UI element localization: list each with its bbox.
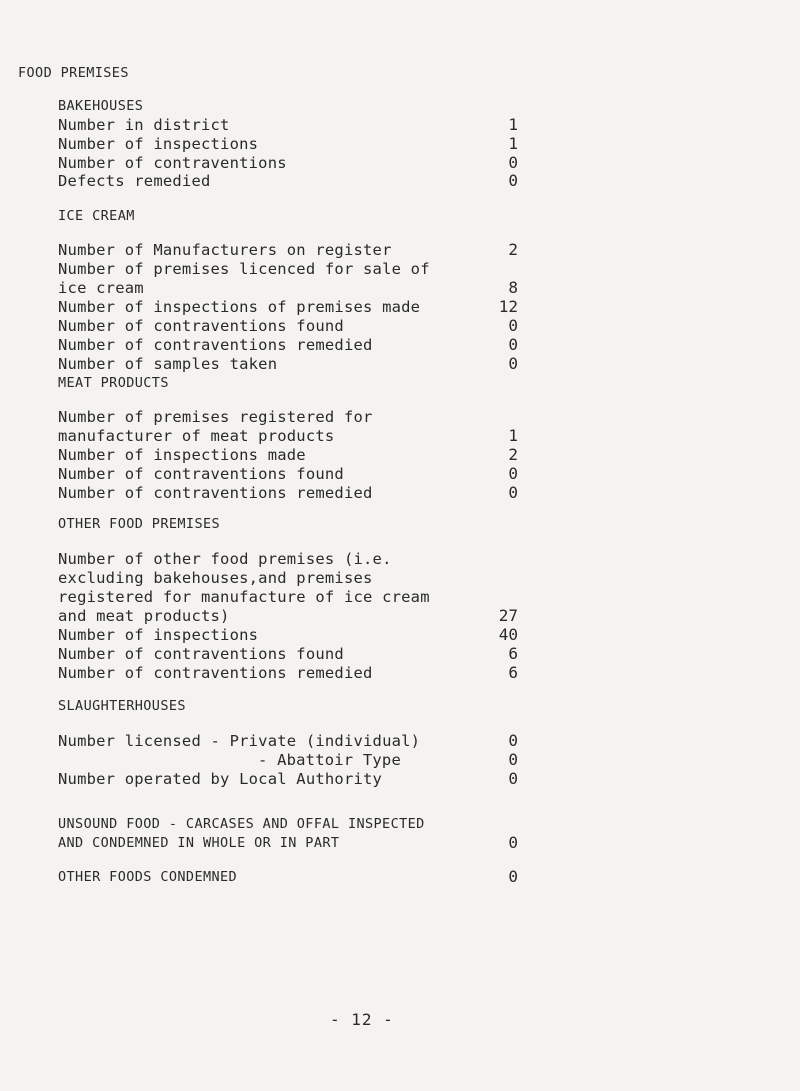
- row-label: Number of contraventions remedied: [58, 336, 373, 354]
- row-value: 1: [508, 134, 518, 153]
- row-label: Number licensed - Private (individual): [58, 732, 421, 750]
- row-label-continued: excluding bakehouses,and premises: [58, 569, 373, 587]
- row-value: 0: [508, 867, 518, 886]
- page-title: FOOD PREMISES: [18, 65, 129, 81]
- row-label: Defects remedied: [58, 172, 211, 190]
- row-value: 0: [508, 483, 518, 502]
- section-heading-bakehouses: BAKEHOUSES: [58, 98, 144, 114]
- row-label: Number of contraventions found: [58, 317, 344, 335]
- section-heading-unsound-food-continued: AND CONDEMNED IN WHOLE OR IN PART: [58, 835, 340, 851]
- row-label: Number of inspections made: [58, 446, 306, 464]
- row-value: 40: [498, 625, 518, 644]
- row-value: 2: [508, 240, 518, 259]
- row-label: Number of inspections: [58, 135, 259, 153]
- row-value: 0: [508, 833, 518, 852]
- section-heading-meat-products: MEAT PRODUCTS: [58, 375, 169, 391]
- row-label: Number of contraventions remedied: [58, 664, 373, 682]
- row-value: 0: [508, 171, 518, 190]
- row-label-continued: ice cream: [58, 279, 144, 297]
- section-heading-ice-cream: ICE CREAM: [58, 208, 135, 224]
- row-value: 2: [508, 445, 518, 464]
- row-value: 0: [508, 316, 518, 335]
- row-label: Number of premises registered for: [58, 408, 373, 426]
- row-label-continued: and meat products): [58, 607, 230, 625]
- section-heading-slaughterhouses: SLAUGHTERHOUSES: [58, 698, 186, 714]
- row-value: 6: [508, 663, 518, 682]
- row-label: Number of contraventions: [58, 154, 287, 172]
- row-value: 8: [508, 278, 518, 297]
- row-label: Number operated by Local Authority: [58, 770, 383, 788]
- row-label-continued: manufacturer of meat products: [58, 427, 335, 445]
- row-label: Number of Manufacturers on register: [58, 241, 392, 259]
- row-label: Number in district: [58, 116, 230, 134]
- row-value: 12: [498, 297, 518, 316]
- row-label-continued: registered for manufacture of ice cream: [58, 588, 430, 606]
- row-label: Number of contraventions found: [58, 465, 344, 483]
- row-value: 0: [508, 335, 518, 354]
- section-heading-other-food-premises: OTHER FOOD PREMISES: [58, 516, 221, 532]
- row-label: Number of premises licenced for sale of: [58, 260, 430, 278]
- page-number: - 12 -: [330, 1010, 394, 1029]
- row-label: Number of contraventions found: [58, 645, 344, 663]
- row-value: 6: [508, 644, 518, 663]
- row-label: Number of inspections of premises made: [58, 298, 421, 316]
- row-value: 27: [498, 606, 518, 625]
- row-label: Number of inspections: [58, 626, 259, 644]
- row-value: 0: [508, 153, 518, 172]
- row-value: 1: [508, 115, 518, 134]
- row-label: - Abattoir Type: [258, 751, 401, 769]
- section-heading-unsound-food: UNSOUND FOOD - CARCASES AND OFFAL INSPECTED: [58, 816, 425, 832]
- row-value: 0: [508, 769, 518, 788]
- row-value: 0: [508, 750, 518, 769]
- row-value: 0: [508, 354, 518, 373]
- row-value: 0: [508, 731, 518, 750]
- row-value: 1: [508, 426, 518, 445]
- row-label: Number of contraventions remedied: [58, 484, 373, 502]
- section-heading-other-foods-condemned: OTHER FOODS CONDEMNED: [58, 869, 238, 885]
- row-label: Number of samples taken: [58, 355, 278, 373]
- row-value: 0: [508, 464, 518, 483]
- row-label: Number of other food premises (i.e.: [58, 550, 392, 568]
